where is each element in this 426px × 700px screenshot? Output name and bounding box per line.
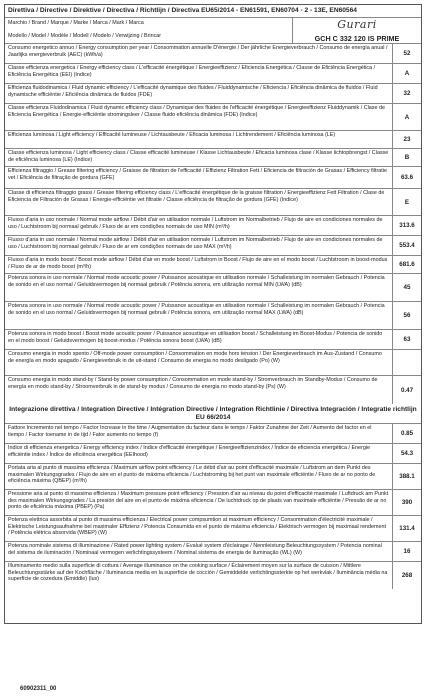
spec-description: Classe efficienza energetica / Energy efficiency class / L'efficacité énergétique / Energieeffizienz / Eficiencia Energética / Classe de Eficiência Energética / Eficiência Energética (EEI) (Indice) xyxy=(5,64,393,83)
spec-description: Indice di efficienza energetica / Energy efficiency index / Indice d'efficacité énergétique / Energieeffizienzindex / Índice de eficiencia energética / Energie efficiëntie index / Índice de eficiência energética (EEIhood) xyxy=(5,444,393,463)
spec-value: 54.3 xyxy=(400,450,414,458)
spec-value: A xyxy=(404,70,410,77)
model-name: GCH C 332 120 IS PRIME xyxy=(314,34,400,43)
spec-row xyxy=(5,330,421,350)
spec-row xyxy=(5,84,421,104)
spec-value: 45 xyxy=(403,284,411,291)
spec-row xyxy=(5,64,421,84)
spec-description: Efficienza luminosa / Light efficiency / Efficacité lumineuse / Lichtausbeute / Eficacia luminosa / Lichtrendement / Eficiência luminosa (LE) xyxy=(5,131,393,148)
spec-row xyxy=(5,444,421,464)
brand-model-block xyxy=(5,18,421,44)
spec-description: Flusso d'aria in uso normale / Normal mode airflow / Débit d'air en utilisation normale / Luftstrom im Normalbetrieb / Flujo de aire en condiciones normales de uso / Luchtstroom bij normaal gebruik / Fluxo de ar em condições normais de uso MAX (m³/h) xyxy=(5,236,393,255)
spec-value: 32 xyxy=(403,90,411,97)
spec-row xyxy=(5,562,421,589)
spec-description: Pressione aria al punto di massima efficienza / Maximum pressure point efficiency / Pression d'air au niveau du point d'efficacité maximale / Luftdruck am Punkt des maximalen Wirkungsgrades / La presión del aire en el punto de máxima eficiencia / De luchtdruck op de plaats van maximale efficiëntie / Pressão de ar no ponto de eficiência máxima (PBEP) (Pa) xyxy=(5,490,393,515)
spec-description: Potenza elettrica assorbita al punto di massima efficienza / Electrical power compsumtion at maximum efficiency / Consommation d'électricité maximale / Elektrische Leistungsaufnahme bei maximaler Effizienz / Potencia Consumida en el punto de máxima eficiencia / Elektrisch vermogen bij maximaal rendement / Potência elétrica absorvida (WBEP) (W) xyxy=(5,516,393,541)
spec-value: E xyxy=(404,198,410,206)
spec-row xyxy=(5,424,421,444)
spec-description: Portata aria al punto di massima efficienza / Maximum airflow point efficiency / Le débit d'air au point d'efficacité maximale / Luftstrom an dem Punkt des maximalen Wirkungsgrades / Flujo de aire en el punto de máxima eficiencia / Luchtstroming bij het punt van maximale efficiëntie / Fluxo de ar no ponto de eficiência máxima (QBEP) (m³/h) xyxy=(5,464,393,489)
spec-table-integration xyxy=(5,424,421,589)
brand-label: Marchio / Brand / Marque / Marke / Marca / Mark / Marca xyxy=(8,20,144,26)
spec-description: Classe efficienza Fluidodinamica / Fluid dynamic efficiency class / Dynamique des fluides de l'efficacité énergétique / Energieeffizienz Fluiddynamik / Clase de Eficiencia Energética / Energie-efficiëntie stromingsleer / Classe fluido eficiência dinâmica (FDE) (Indice) xyxy=(5,104,393,130)
spec-description: Classe efficienza luminosa / Light efficiency class / Classe efficacité lumineuse / Klasse Lichtausbeute / Eficacia luminosa clase / Klasse lichtopbrengst / Classe de eficiência luminosa (LE) (Indice) xyxy=(5,149,393,166)
spec-row xyxy=(5,302,421,330)
spec-row xyxy=(5,542,421,562)
brand-logo: Gurari xyxy=(337,18,377,31)
spec-row xyxy=(5,44,421,64)
spec-description: Consumo energia in modo spento / Off-mode power consumption / Consommation en mode hors tension / Der Energieverbrauch im Aus-Zustand / Consumo de energía en modo apagado / Energieverbruik in de uit-stand / Consumo de energia no modo desligado (Po) (W) xyxy=(5,350,393,375)
spec-value: 681.6 xyxy=(399,261,415,268)
spec-value: 313.6 xyxy=(399,222,415,229)
spec-table-main xyxy=(5,44,421,404)
spec-value: 268 xyxy=(401,572,413,580)
spec-value: B xyxy=(404,154,410,161)
spec-value: 16 xyxy=(403,548,411,556)
spec-value: 0.47 xyxy=(400,386,414,394)
spec-description: Flusso d'aria in uso normale / Normal mode airflow / Débit d'air en utilisation normale / Luftstrom im Normalbetrieb / Flujo de aire en condiciones normales de uso / Luchtstroom bij normaal gebruik / Fluxo de ar em condições normais de uso MIN (m³/h) xyxy=(5,216,393,235)
spec-value: 23 xyxy=(403,136,411,143)
spec-row xyxy=(5,149,421,167)
directive-header: Direttiva / Directive / Direktive / Directiva / Richtlijn / Directiva EU65/2014 - EN61591, EN60704 - 2 - 13E, EN60564 xyxy=(5,5,421,18)
spec-value: 131.4 xyxy=(399,525,415,533)
spec-description: Potenza sonora in modo boost / Boost mode acoustic power / Puissance acoustique en utilisation boost / Schalleistung im Boost-Modus / Potencia de sonido en el modo boost / Geluidsvermogen bij boost-modus / Potência sonora boost (LWA) (dB) xyxy=(5,330,393,349)
spec-description: Consumo energetico annuo / Energy consumption per year / Consommation annuelle D'énergie / Der jährliche Energieverbrauch / Consumo de energía anual / Jaarlijks energieverbruik (AEC) (kWh/a) xyxy=(5,44,393,63)
spec-row xyxy=(5,464,421,490)
spec-description: Flusso d'aria in modo boost / Boost mode airflow / Débit d'air en mode boost / Luftstrom in Boost / Flujo de aire en el modo boost / Luchtstroom in boost-modus / Fluxo de ar de modo boost (m³/h) xyxy=(5,256,393,273)
spec-row xyxy=(5,274,421,302)
spec-row xyxy=(5,131,421,149)
spec-description: Classe di efficienza filtraggio grassi / Grease filtering efficiency class / L'efficacité énergétique de la graisse filtration / Energieeffizienz Fett Filtration / Clase de Eficiencia de Filtración de Grasas / Energie-efficiëntie vet filtratie / Classe eficiência de filtração de gordura (GFE) (Indice) xyxy=(5,189,393,215)
spec-value: 56 xyxy=(403,312,411,319)
spec-row xyxy=(5,167,421,189)
spec-row xyxy=(5,189,421,216)
spec-value xyxy=(393,350,421,375)
spec-row xyxy=(5,216,421,236)
spec-row xyxy=(5,104,421,131)
spec-value: 553.4 xyxy=(399,242,415,249)
spec-description: Potenza nominale sistema di illuminazione / Rated power lighting system / Evalué system d'éclairage / Nennleistung Beleuchtungssystem / Potencia nominal del sistema de iluminación / Nominaal vermogen verlichtingssysteem / Nominal sistema de energia de iluminação (WL) (W) xyxy=(5,542,393,561)
section-title: Integrazione direttiva / Integration Directive / Intégration Directive / Integration Richtlinie / Directiva Integración / Integratie richtlijn EU 66/2014 xyxy=(5,404,421,424)
spec-description: Consumo energia in modo stand-by / Stand-by power consumption / Consommation en mode stand-by / Stromverbrauch im Standby-Modus / Consumo de energía en modo stand-by / Stroomverbruik in de stand-by modus / Consumo de energia no modo stand-by (Ps) (W) xyxy=(5,376,393,404)
spec-description: Potenza sonora in uso normale / Normal mode acoustic power / Puissance acoustique en utilisation normale / Schalleistung im normalen Gebrauch / Potencia de sonido en el uso normal / Geluidsvermogen bij normaal gebruik / Potência sonora, em utilização normal MAX (LWA) (dB) xyxy=(5,302,393,329)
spec-value: 388.1 xyxy=(399,473,415,481)
spec-row xyxy=(5,236,421,256)
spec-row xyxy=(5,376,421,404)
spec-value: 52 xyxy=(403,50,411,57)
spec-description: Efficienza fluidodinamica / Fluid dynamic efficiency / L'efficacité dynamique des fluides / Fluiddynamische / Eficiencia / Eficiência dinâmica de fluidos / Fluid dynamische efficiëntie / Eficiência dinâmica de fluidos (FDE) xyxy=(5,84,393,103)
spec-row xyxy=(5,490,421,516)
spec-value: A xyxy=(404,113,410,121)
energy-label-sheet xyxy=(4,4,422,624)
spec-value: 390 xyxy=(401,499,413,507)
spec-description: Efficienza filtraggio / Grease filtering efficiency / Graisse de filtration de l'efficacité / Effizienz Filtration Fett / Eficiencia de filtración de Grasas / Efficiency filtratie vet / Eficiência de filtração de gordura (GFE) xyxy=(5,167,393,188)
document-code: 60902311_00 xyxy=(20,686,57,692)
spec-description: Fattore Incremento nel tempo / Factor Increase in the time / Augmentation du facteur dans le temps / Faktor Zunahme der Zeit / Aumento del factor en el tiempo / Factor toename in de tijd / Fator aumento no tempo (f) xyxy=(5,424,393,443)
spec-row xyxy=(5,516,421,542)
spec-value: 63.6 xyxy=(400,174,414,181)
model-label: Modello / Model / Modèle / Modell / Modelo / Verwijzing / Brincar xyxy=(8,32,162,39)
spec-row xyxy=(5,256,421,274)
spec-description: Potenza sonora in uso normale / Normal mode acoustic power / Puissance acoustique en utilisation normale / Schalleistung im normalen Gebrauch / Potencia de sonido en el uso normal / Geluidsvermogen bij normaal gebruik / Potência sonora, em utilização normal MIN (LWA) (dB) xyxy=(5,274,393,301)
spec-description: Illuminamento medio sulla superficie di cottura / Average illuminance on the cooking surface / Éclairement moyen sur la surface de cuisson / Mittlere Beleuchtungsstärke auf der Kochfläche / Iluminancia media en la superficie de cocción / Gemiddelde verlichtingssterkte op het werkvlak / Iluminância média na superfície de cozedura (Emiddle) (lux) xyxy=(5,562,393,589)
spec-value: 0.85 xyxy=(400,430,414,438)
spec-value: 63 xyxy=(403,336,411,343)
spec-row xyxy=(5,350,421,376)
